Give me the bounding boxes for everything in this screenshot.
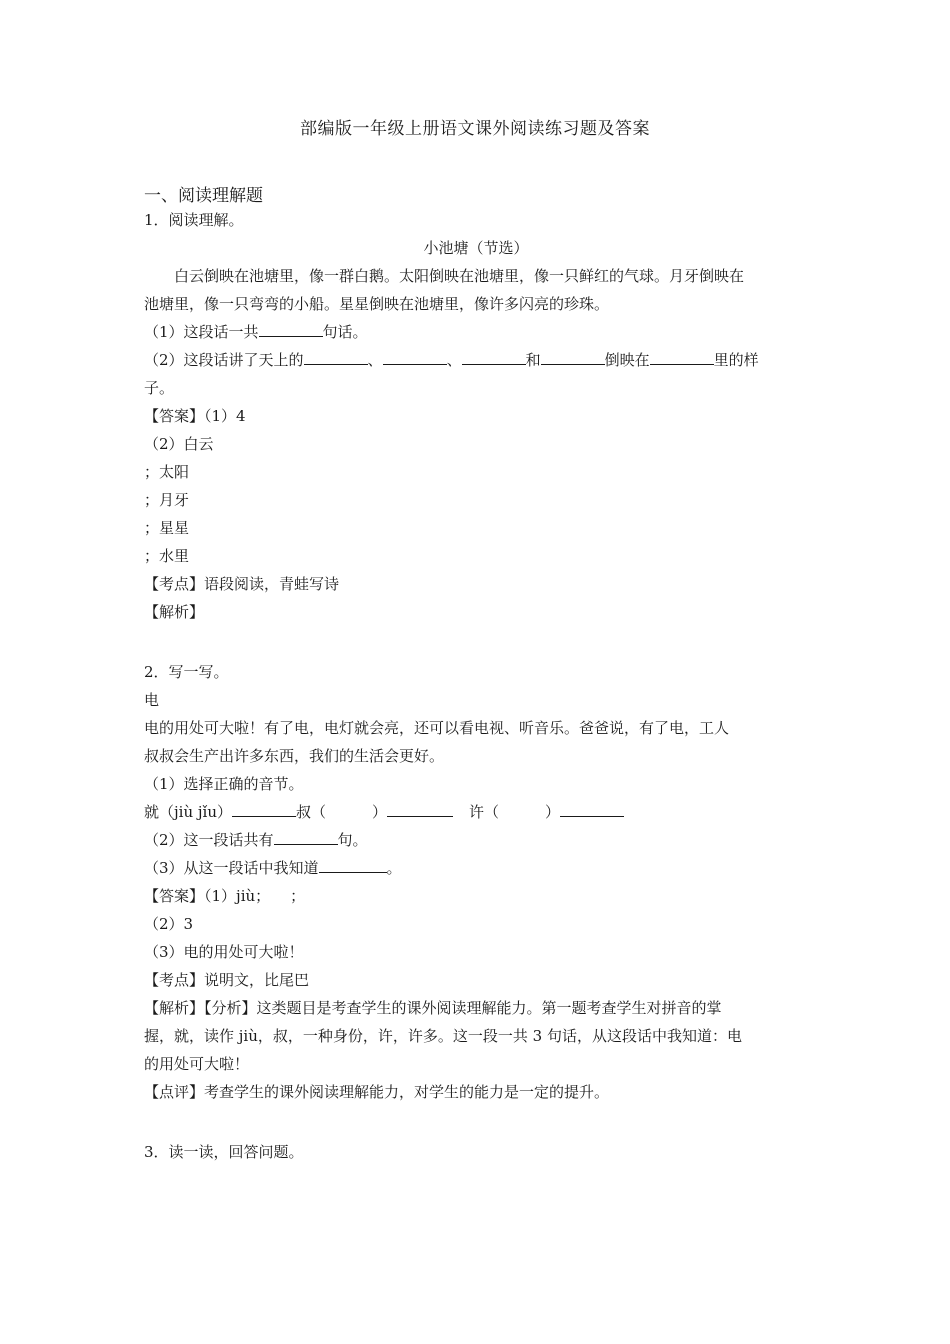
q2-jiexi-line-2: 握，就，读作 jiù，叔，一种身份，许，许多。这一段一共 3 句话，从这段话中我知道：电 [144, 1027, 742, 1045]
answer-blank [560, 799, 624, 817]
q1-sub-question-1: （1）这段话一共 句话。 [144, 318, 808, 346]
question-3 [144, 1138, 808, 1166]
q1-answer-2: （2）白云 [144, 435, 214, 453]
q1-answer-3: ；太阳 [144, 463, 190, 481]
q2-passage-line-1: 电的用处可大啦！有了电，电灯就会亮，还可以看电视、听音乐。爸爸说，有了电，工人 [144, 719, 730, 737]
q2-sub-question-3: （3）从这一段话中我知道 。 [144, 854, 808, 882]
q2-answer-3: （3）电的用处可大啦！ [144, 943, 304, 961]
question-2 [144, 658, 808, 1106]
q2-sub-question-1: （1）选择正确的音节。 [144, 775, 304, 793]
q2-answer-2: （2）3 [144, 915, 194, 933]
answer-blank [650, 347, 714, 365]
q1-sub-question-2: （2）这段话讲了天上的 、 、 和 倒映在 里的样 [144, 346, 808, 374]
answer-blank [383, 347, 447, 365]
answer-blank [319, 855, 387, 873]
answer-blank [232, 799, 296, 817]
q2-jiexi-line-1: 【解析】【分析】这类题目是考查学生的课外阅读理解能力。第一题考查学生对拼音的掌 [144, 999, 722, 1017]
q2-dianping: 【点评】考查学生的课外阅读理解能力，对学生的能力是一定的提升。 [144, 1083, 610, 1101]
q2-sub-question-2: （2）这一段话共有 句。 [144, 826, 808, 854]
q1-jiexi: 【解析】 [144, 603, 205, 621]
q1-passage-line-1: 白云倒映在池塘里，像一群白鹅。太阳倒映在池塘里，像一只鲜红的气球。月牙倒映在 [174, 267, 745, 285]
section-heading: 一、阅读理解题 [144, 186, 263, 206]
q1-answer-5: ；星星 [144, 519, 190, 537]
q1-passage-title: 小池塘（节选） [423, 239, 529, 257]
q2-kaodian: 【考点】说明文，比尾巴 [144, 971, 310, 989]
q1-sub-question-2-end: 子。 [144, 379, 175, 397]
q2-answer-1: 【答案】（1）jiù； ； [144, 887, 306, 905]
q2-passage-line-2: 叔叔会生产出许多东西，我们的生活会更好。 [144, 747, 445, 765]
q1-kaodian: 【考点】语段阅读，青蛙写诗 [144, 575, 340, 593]
answer-blank [304, 347, 368, 365]
q1-passage-line-2: 池塘里，像一只弯弯的小船。星星倒映在池塘里，像许多闪亮的珍珠。 [144, 295, 610, 313]
q2-pinyin-row: 就（jiù jǐu） 叔（ ） 许（ ） [144, 798, 808, 826]
q2-passage-title: 电 [144, 691, 160, 709]
q2-jiexi-line-3: 的用处可大啦！ [144, 1055, 250, 1073]
answer-blank [274, 827, 338, 845]
answer-blank [541, 347, 605, 365]
q2-heading: 2．写一写。 [144, 663, 229, 681]
q1-answer-4: ；月牙 [144, 491, 190, 509]
answer-blank [259, 319, 323, 337]
document-title: 部编版一年级上册语文课外阅读练习题及答案 [300, 119, 650, 139]
answer-blank [462, 347, 526, 365]
question-1 [144, 206, 808, 626]
q1-heading: 1．阅读理解。 [144, 211, 244, 229]
q1-answer-6: ；水里 [144, 547, 190, 565]
answer-blank [387, 799, 453, 817]
q3-heading: 3．读一读，回答问题。 [144, 1143, 304, 1161]
q1-answer-1: 【答案】（1）4 [144, 407, 246, 425]
